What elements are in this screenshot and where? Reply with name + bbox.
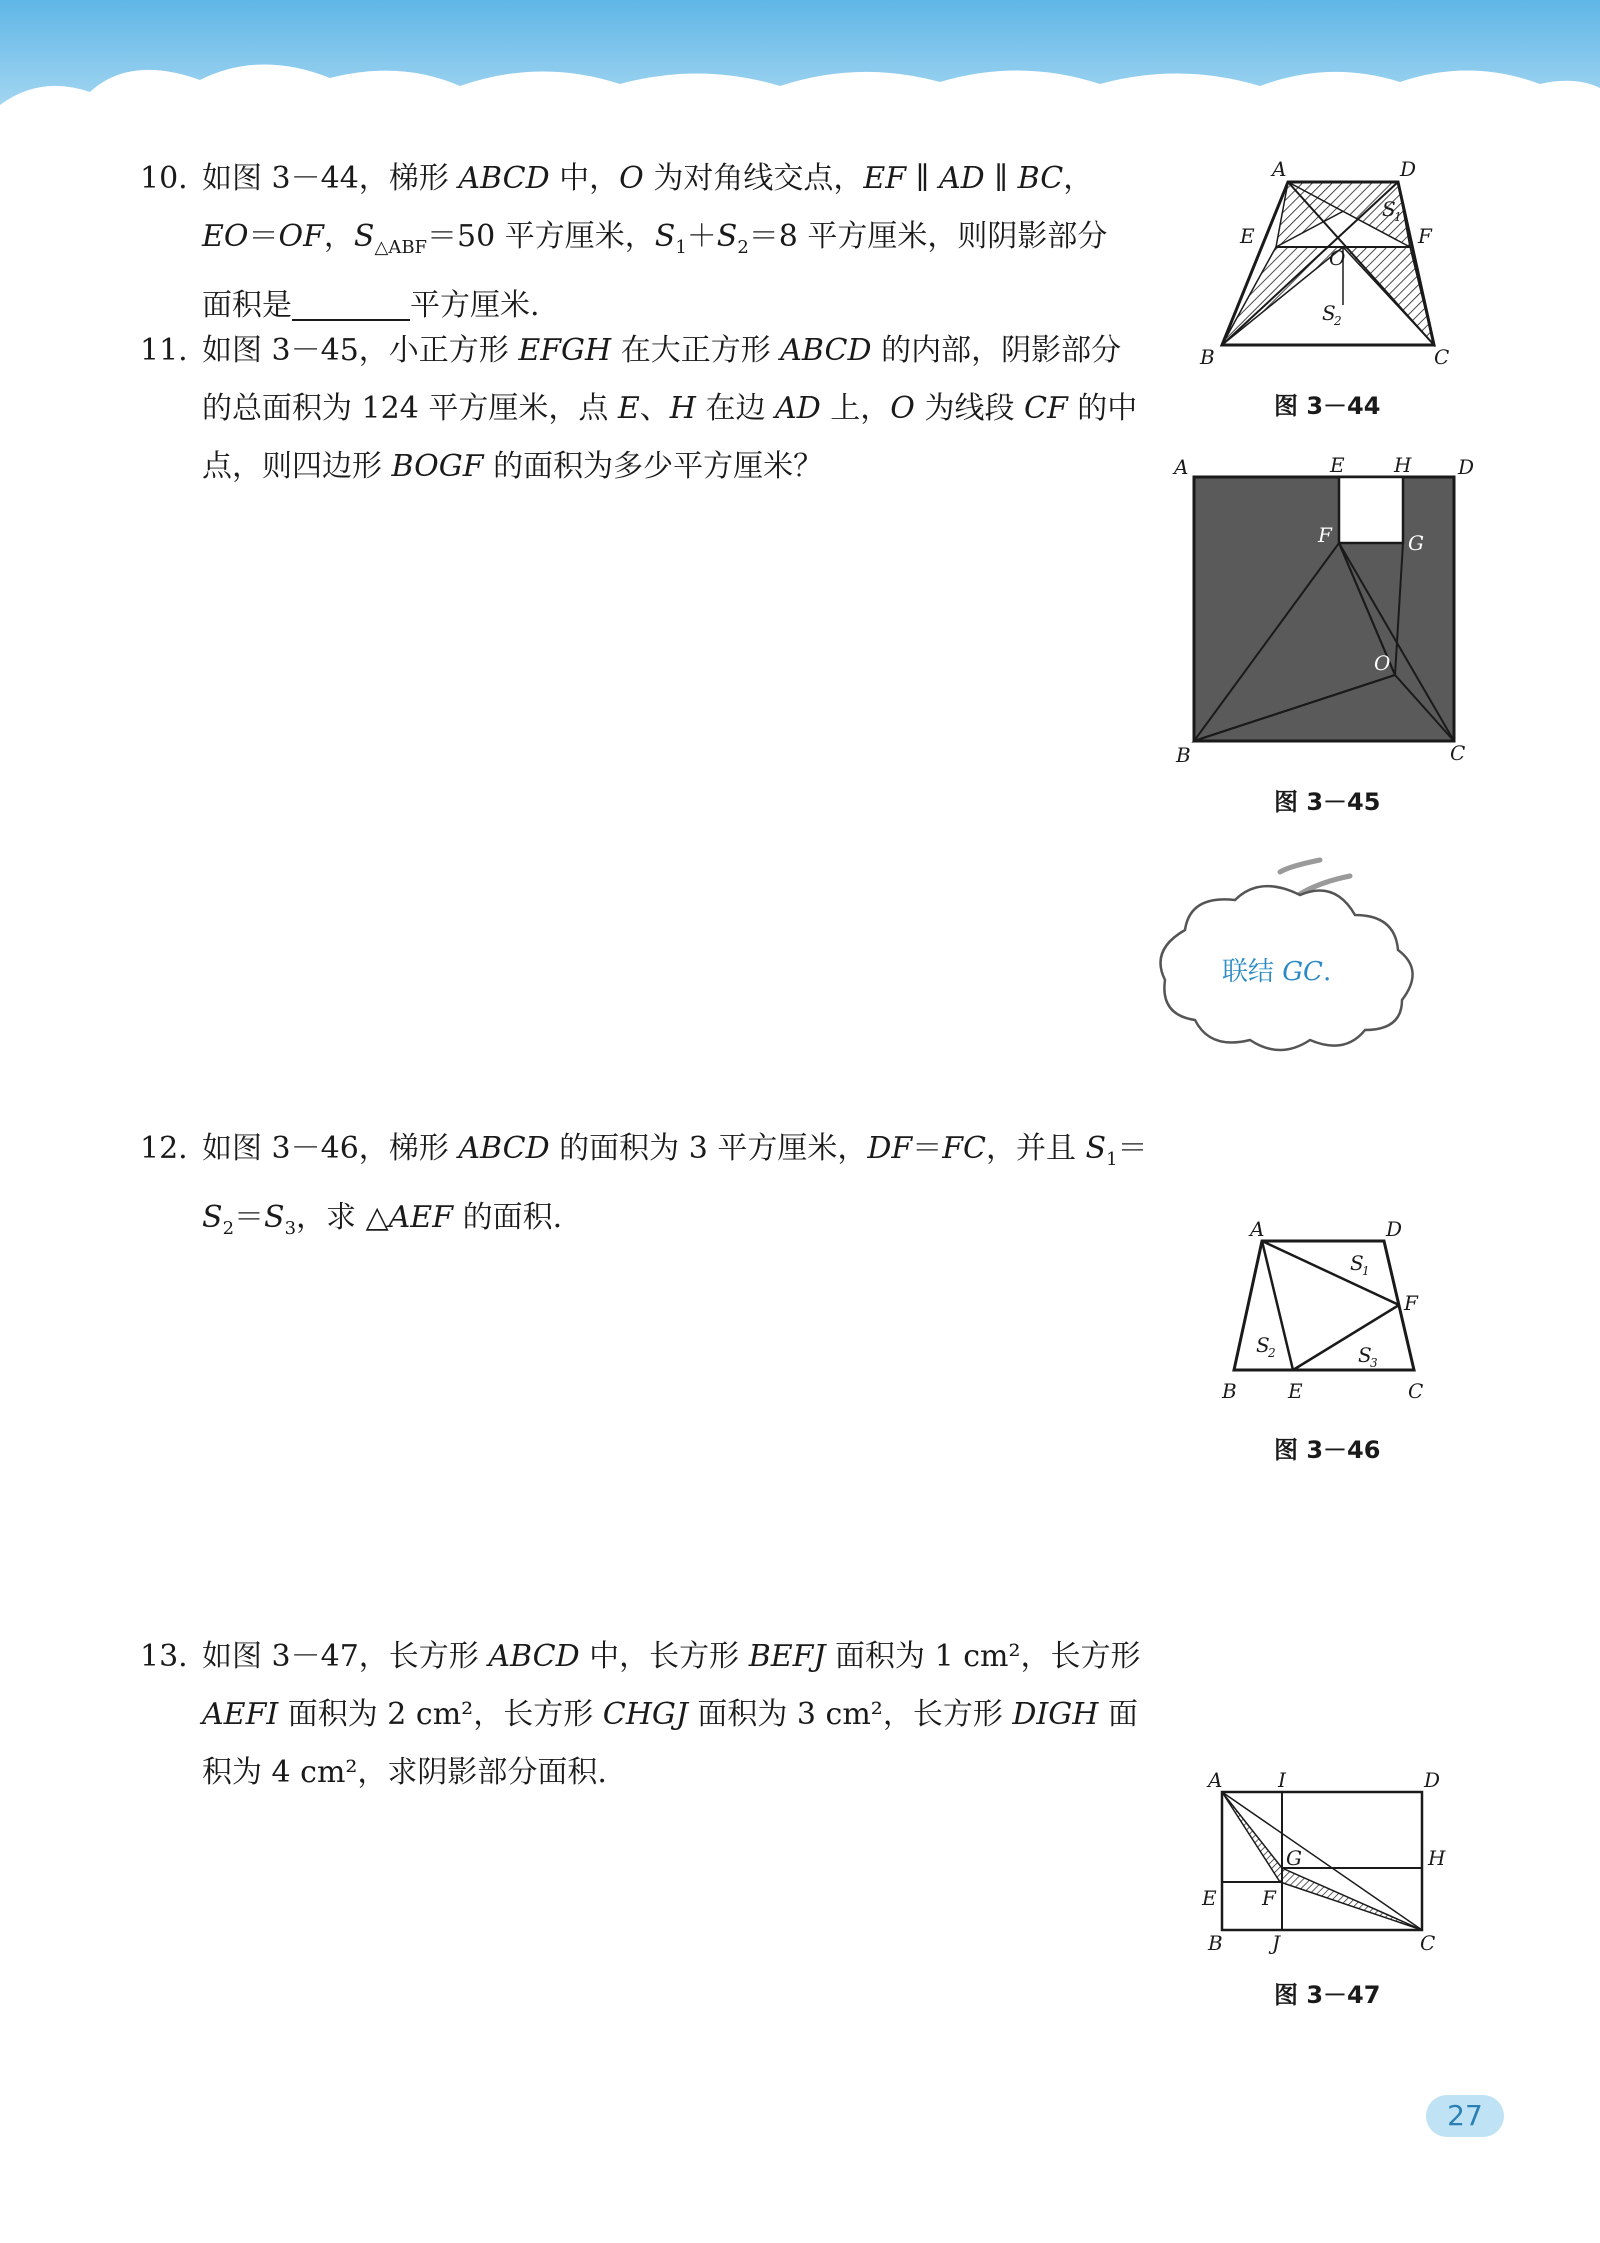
svg-text:E: E (1288, 1379, 1303, 1403)
svg-text:C: C (1434, 345, 1450, 369)
problem-11: 11. 如图 3－45，小正方形 EFGH 在大正方形 ABCD 的内部，阴影部分 的总面积为 124 平方厘米，点 E、H 在边 AD 上，O 为线段 CF 的中 点，则四边形 BOGF 的面积为多少平方厘米？ (140, 322, 1160, 496)
svg-text:O: O (1374, 651, 1391, 675)
problem-number: 11. (140, 333, 188, 368)
problem-number: 13. (140, 1639, 188, 1674)
svg-text:S: S (1256, 1333, 1270, 1357)
answer-blank[interactable] (292, 289, 410, 321)
svg-text:1: 1 (1362, 1264, 1370, 1278)
svg-text:S: S (1358, 1343, 1372, 1367)
svg-text:S: S (1382, 197, 1396, 221)
svg-text:D: D (1424, 1768, 1441, 1792)
svg-text:E: E (1240, 224, 1255, 248)
figure-3-47 (1190, 1760, 1490, 1960)
svg-text:C: C (1420, 1931, 1436, 1955)
svg-text:1: 1 (1394, 210, 1402, 224)
svg-text:D: D (1386, 1217, 1403, 1241)
hint-text: 联结 GC. (1222, 957, 1332, 987)
svg-text:S: S (1322, 301, 1336, 325)
svg-text:B: B (1200, 345, 1215, 369)
svg-text:I: I (1278, 1768, 1286, 1792)
svg-text:G: G (1408, 531, 1424, 555)
svg-text:B: B (1222, 1379, 1237, 1403)
svg-text:F: F (1418, 224, 1432, 248)
svg-text:C: C (1408, 1379, 1424, 1403)
figure-3-44 (1190, 150, 1480, 380)
svg-text:F: F (1262, 1886, 1276, 1910)
svg-text:E: E (1202, 1886, 1217, 1910)
svg-text:3: 3 (1370, 1356, 1378, 1370)
svg-text:A: A (1174, 455, 1189, 479)
svg-text:H: H (1428, 1846, 1446, 1870)
svg-text:S: S (1350, 1251, 1364, 1275)
svg-text:D: D (1458, 455, 1475, 479)
problem-number: 10. (140, 161, 188, 196)
svg-text:2: 2 (1268, 1346, 1276, 1360)
svg-text:B: B (1208, 1931, 1223, 1955)
svg-text:D: D (1400, 157, 1417, 181)
problem-number: 12. (140, 1131, 188, 1166)
page-number: 27 (1426, 2095, 1504, 2137)
svg-text:2: 2 (1334, 314, 1342, 328)
svg-text:F: F (1404, 1291, 1418, 1315)
figure-3-46 (1210, 1210, 1450, 1410)
svg-text:O: O (1329, 246, 1346, 270)
problem-13: 13. 如图 3－47，长方形 ABCD 中，长方形 BEFJ 面积为 1 cm²，长方形 AEFI 面积为 2 cm²，长方形 CHGJ 面积为 3 cm²，长方形 DIGH 面 积为 4 cm²，求阴影部分面积. (140, 1628, 1160, 1802)
figure-3-44-caption: 图 3－44 (1274, 392, 1381, 420)
svg-text:E: E (1330, 453, 1345, 477)
svg-text:G: G (1286, 1846, 1302, 1870)
problem-12: 12. 如图 3－46，梯形 ABCD 的面积为 3 平方厘米，DF＝FC，并且 $S_1=$ $S_2=S_3$，求 △AEF 的面积. (140, 1120, 1160, 1258)
figure-3-45 (1168, 450, 1488, 770)
svg-text:H: H (1394, 453, 1412, 477)
svg-text:A: A (1208, 1768, 1223, 1792)
figure-3-47-caption: 图 3－47 (1274, 1981, 1381, 2009)
header-cloud-banner (0, 0, 1600, 150)
figure-3-46-caption: 图 3－46 (1274, 1436, 1381, 1464)
svg-text:A: A (1250, 1217, 1265, 1241)
svg-text:B: B (1176, 743, 1191, 767)
problem-10: 10. 如图 3－44，梯形 ABCD 中，O 为对角线交点，EF ∥ AD ∥ BC， EO＝OF，$S_{\triangle ABF}=50$ 平方厘米，$S_1+S_2=8$ 平方厘米，则阴影部分 面积是 平方厘米. (140, 150, 1160, 335)
svg-text:J: J (1272, 1931, 1281, 1955)
svg-text:A: A (1272, 157, 1287, 181)
figure-3-45-caption: 图 3－45 (1274, 788, 1381, 816)
svg-text:C: C (1450, 741, 1466, 765)
svg-text:F: F (1318, 523, 1332, 547)
